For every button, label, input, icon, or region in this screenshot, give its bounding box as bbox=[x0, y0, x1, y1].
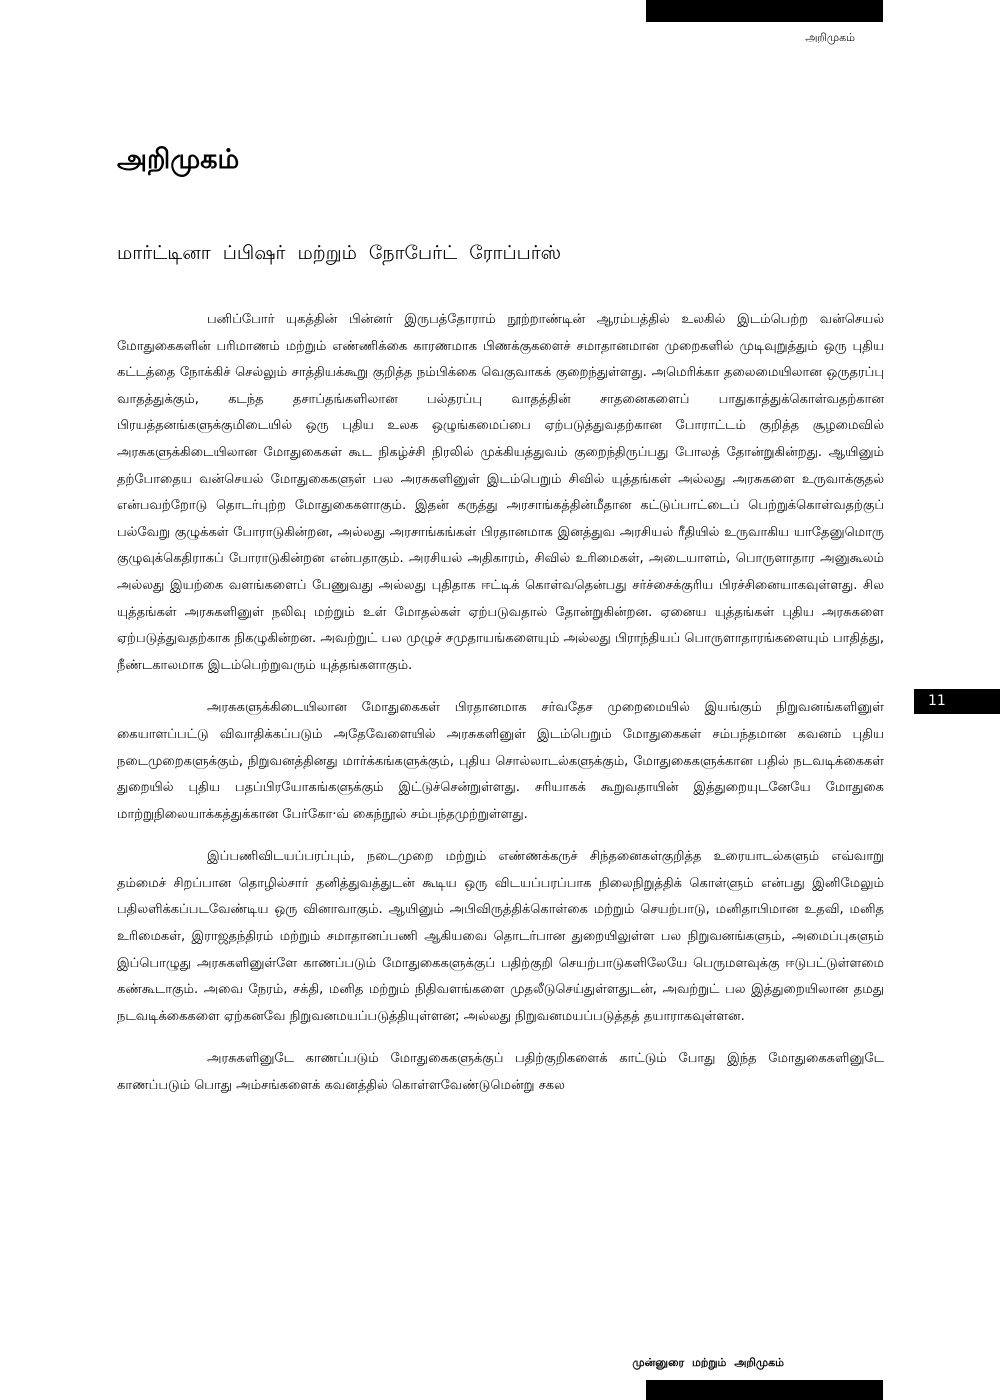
paragraph-1: பனிப்போர் யுகத்தின் பின்னர் இருபத்தோராம் நூற்றாண்டின் ஆரம்பத்தில் உலகில் இடம்பெற்ற வன்செயல் மோதுகைகளின் பரிமாணம் மற்றும் எண்ணிக்கை காரணமாக பிணக்குகளைச் சமாதானமான முறைகளில் முடிவுறுத்தும் ஒரு புதிய கட்டத்தை நோக்கிச் செல்லும் சாத்தியக்கூறு குறித்த நம்பிக்கை வெகுவாகக் குறைந்துள்ளது. அமெரிக்கா தலைமையிலான ஒருதரப்பு வாதத்துக்கும், கடந்த தசாப்தங்களிலான பல்தரப்பு வாதத்தின் சாதனைகளைப் பாதுகாத்துக்கொள்வதற்கான பிரயத்தனங்களுக்குமிடையில் ஒரு புதிய உலக ஒழுங்கமைப்பை ஏற்படுத்துவதற்கான போராட்டம் குறித்த சூழமைவில் அரசுகளுக்கிடையிலான மோதுகைகள் கூட நிகழ்ச்சி நிரலில் முக்கியத்துவம் குறைந்திருப்பது போலத் தோன்றுகின்றது. ஆயினும் தற்போதைய வன்செயல் மோதுகைகளுள் பல அரசுகளினுள் இடம்பெறும் சிவில் யுத்தங்கள் அல்லது அரசுகளை உருவாக்குதல் என்பவற்றோடு தொடர்புற்ற மோதுகைகளாகும். இதன் கருத்து அரசாங்கத்தின்மீதான கட்டுப்பாட்டைப் பெற்றுக்கொள்வதற்குப் பல்வேறு குழுக்கள் போராடுகின்றன, அல்லது அரசாங்கங்கள் பிரதானமாக இனத்துவ அரசியல் ரீதியில் உருவாகிய யாதேனுமொரு குழுவுக்கெதிராகப் போராடுகின்றன என்பதாகும். அரசியல் அதிகாரம், சிவில் உரிமைகள், அடையாளம், பொருளாதார அனுகூலம் அல்லது இயற்கை வளங்களைப் பேணுவது அல்லது புதிதாக ஈட்டிக் கொள்வதென்பது சர்ச்சைக்குரிய பிரச்சினையாகவுள்ளது. சில யுத்தங்கள் அரசுகளினுள் நலிவு மற்றும் உள் மோதல்கள் ஏற்படுவதால் தோன்றுகின்றன. ஏனைய யுத்தங்கள் புதிய அரசுகளை ஏற்படுத்துவதற்காக நிகழுகின்றன. அவற்றுட் பல முழுச் சமுதாயங்களையும் அல்லது பிராந்தியப் பொருளாதாரங்களையும் பாதித்து, நீண்டகாலமாக இடம்பெற்றுவரும் யுத்தங்களாகும். bbox=[117, 312, 884, 673]
running-header: அறிமுகம் bbox=[805, 31, 855, 44]
paragraph-3: இப்பணிவிடயப்பரப்பும், நடைமுறை மற்றும் எண்ணக்கருச் சிந்தனைகள்குறித்த உரையாடல்களும் எவ்வாறு தம்மைச் சிறப்பான தொழில்சார் தனித்துவத்துடன் கூடிய ஒரு விடயப்பரப்பாக நிலைநிறுத்திக் கொள்ளும் என்பது இனிமேலும் பதிலளிக்கப்படவேண்டிய ஒரு வினாவாகும். ஆயினும் அபிவிருத்திக்கொள்கை மற்றும் செயற்பாடு, மனிதாபிமான உதவி, மனித உரிமைகள், இராஜதந்திரம் மற்றும் சமாதானப்பணி ஆகியவை தொடர்பான துறையிலுள்ள பல நிறுவனங்களும், அமைப்புகளும் இப்பொழுது அரசுகளினுள்ளே காணப்படும் மோதுகைகளுக்குப் பதிற்குறி செயற்பாடுகளிலேயே பெருமளவுக்கு ஈடுபட்டுள்ளமை கண்கூடாகும். அவை நேரம், சக்தி, மனித மற்றும் நிதிவளங்களை முதலீடுசெய்துள்ளதுடன், அவற்றுட் பல இத்துறையிலான தமது நடவடிக்கைகளை ஏற்கனவே நிறுவனமயப்படுத்தியுள்ளன; அல்லது நிறுவனமயப்படுத்தத் தயாராகவுள்ளன. bbox=[117, 849, 884, 1024]
body-text bbox=[117, 307, 884, 1116]
paragraph-4: அரசுகளினுடே காணப்படும் மோதுகைகளுக்குப் பதிற்குறிகளைக் காட்டும் போது இந்த மோதுகைகளினுடே காணப்படும் பொது அம்சங்களைக் கவனத்தில் கொள்ளவேண்டுமென்று சகல bbox=[117, 1051, 884, 1094]
running-footer: முன்னுரை மற்றும் அறிமுகம் bbox=[632, 1356, 784, 1369]
chapter-title: அறிமுகம் bbox=[117, 144, 240, 175]
page-number-tab bbox=[914, 689, 1000, 714]
page-number: 11 bbox=[928, 693, 946, 709]
footer-bar bbox=[646, 1380, 883, 1400]
header-bar bbox=[646, 0, 883, 22]
chapter-authors: மார்ட்டினா ப்பிஷர் மற்றும் நோபேர்ட் ரோப்பர்ஸ் bbox=[117, 242, 562, 264]
paragraph-2: அரசுகளுக்கிடையிலான மோதுகைகள் பிரதானமாக சர்வதேச முறைமையில் இயங்கும் நிறுவனங்களினுள் கையாளப்பட்டு விவாதிக்கப்படும் அதேவேளையில் அரசுகளினுள் இடம்பெறும் மோதுகைகள் சம்பந்தமான கவனம் புதிய நடைமுறைகளுக்கும், நிறுவனத்தினது மார்க்கங்களுக்கும், புதிய சொல்லாடல்களுக்கும், மோதுகைகளுக்கான பதில் நடவடிக்கைகள் துறையில் புதிய பதப்பிரயோகங்களுக்கும் இட்டுச்சென்றுள்ளது. சரியாகக் கூறுவதாயின் இத்துறையுடனேயே மோதுகை மாற்றுநிலையாக்கத்துக்கான பேர்கோ·வ் கைந்நூல் சம்பந்தமுற்றுள்ளது. bbox=[117, 700, 884, 822]
